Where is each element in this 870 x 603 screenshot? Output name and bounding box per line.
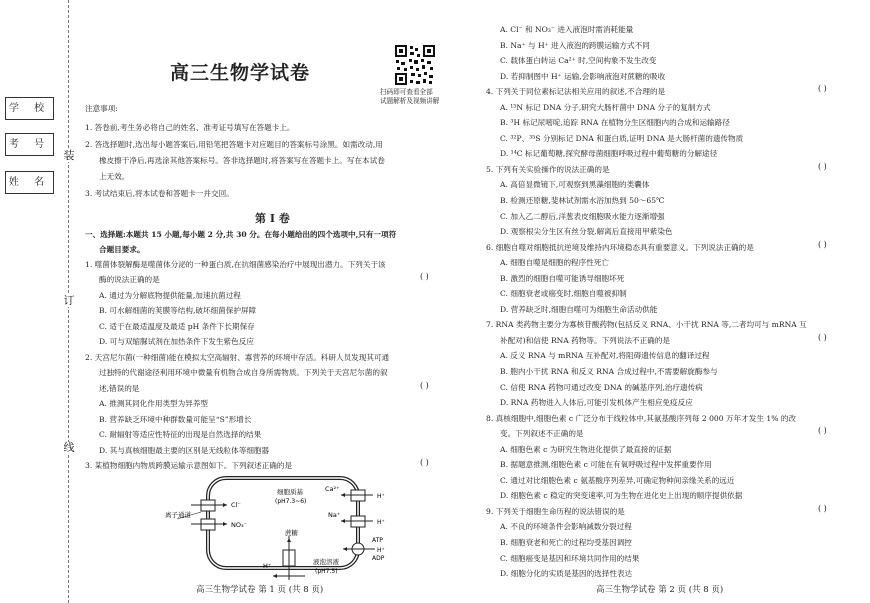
page-footer-right: 高三生物学试卷 第 2 页 (共 8 页) bbox=[596, 585, 724, 595]
option-text: C. 适于在最适温度及最适 pH 条件下长期保存 bbox=[99, 322, 255, 331]
option-text: B. 据题意推测,细胞色素 c 可能在有氧呼吸过程中发挥重要作用 bbox=[500, 460, 712, 470]
option-text: D. RNA 药物进入人体后,可能引发机体产生相应免疫反应 bbox=[500, 398, 693, 407]
option-text: C. ³²P、³⁵S 分别标记 DNA 和蛋白质,证明 DNA 是大肠杆菌的遗传物质 bbox=[500, 133, 744, 143]
option-text: D. 细胞分化的实质是基因的选择性表达 bbox=[500, 569, 633, 578]
h-label: H⁺ bbox=[263, 562, 272, 570]
answer-paren: ( ) bbox=[818, 503, 827, 513]
question-text: 9. 下列关于细胞生命历程的说法错误的是 bbox=[486, 506, 625, 516]
ion-channel-label: 离子通道 bbox=[165, 511, 191, 519]
note-item: 1. 答卷前,考生务必将自己的姓名、准考证号填写在答题卡上。 bbox=[85, 123, 295, 132]
option-text: B. 细胞衰老和死亡的过程均受基因调控 bbox=[500, 537, 632, 547]
option-text: D. 营养缺乏时,细胞自噬可为细胞生命活动供能 bbox=[500, 304, 658, 314]
option-text: A. 细胞自噬是细胞的程序性死亡 bbox=[500, 258, 610, 268]
binding-mark: 线 bbox=[63, 441, 75, 454]
answer-paren: ( ) bbox=[420, 272, 429, 281]
option-text: C. 载体蛋白转运 Ca²⁺ 时,空间构象不发生改变 bbox=[500, 56, 657, 66]
exam-number-field: 考 号 bbox=[5, 133, 54, 156]
option-text: D. ¹⁴C 标记葡萄糖,探究酵母菌细胞呼吸过程中葡萄糖的分解途径 bbox=[500, 149, 718, 159]
qr-code[interactable] bbox=[394, 44, 436, 86]
option-text: B. 可水解细菌的荚膜等结构,破坏细菌保护屏障 bbox=[99, 306, 257, 315]
vacuole-ph: (pH7.5) bbox=[315, 568, 338, 575]
h-right-label: H⁺ bbox=[377, 519, 385, 526]
qr-caption: 扫码即可查看全部 bbox=[380, 88, 433, 96]
question-text: 补配对)和信使 RNA 药物等。下列说法不正确的是 bbox=[500, 335, 670, 345]
section-instruction: 合题目要求。 bbox=[99, 245, 145, 254]
adp-label: ADP bbox=[372, 555, 385, 562]
section-instruction: 一、选择题:本题共 15 小题,每小题 2 分,共 30 分。在每小题给出的四个选项中,只有一项符 bbox=[85, 230, 397, 239]
option-text: C. 加入乙二醇后,洋葱表皮细胞吸水能力逐渐增强 bbox=[500, 211, 665, 221]
cl-label: Cl⁻ bbox=[231, 501, 241, 509]
option-text: A. 不良的环境条件会影响减数分裂过程 bbox=[500, 522, 632, 532]
name-field: 姓 名 bbox=[5, 171, 54, 194]
question-text: 2. 天宫尼尔菌(一种细菌)能在模拟太空高辐射、寡营养的环境中存活。科研人员发现其可通 bbox=[85, 353, 390, 362]
option-text: B. ³H 标记尿嘧啶,追踪 RNA 在植物分生区细胞内的合成和运输路径 bbox=[500, 118, 730, 128]
no3-label: NO₃⁻ bbox=[231, 521, 248, 529]
question-text: 述,错误的是 bbox=[99, 384, 140, 393]
question-text: 6. 细胞自噬对细胞抵抗逆境及维持内环境稳态具有重要意义。下列说法正确的是 bbox=[486, 242, 754, 252]
option-text: B. 激烈的细胞自噬可能诱导细胞坏死 bbox=[500, 273, 625, 283]
answer-paren: ( ) bbox=[420, 381, 429, 390]
cytoplasm-label: 细胞质基 bbox=[277, 488, 303, 496]
question-text: 过独特的代谢途径利用环境中微量有机物合成自身所需物质。下列关于天宫尼尔菌的叙 bbox=[99, 368, 388, 377]
note-item: 橡皮擦干净后,再选涂其他答案标号。答非选择题时,将答案写在答题卡上。写在本试卷 bbox=[99, 156, 385, 165]
option-text: A. 推测其同化作用类型为异养型 bbox=[99, 399, 209, 408]
option-text: C. 信使 RNA 药物可通过改变 DNA 的碱基序列,治疗遗传病 bbox=[500, 382, 703, 392]
option-text: C. 细胞衰老或癌变时,细胞自噬被抑制 bbox=[500, 289, 627, 299]
option-text: D. 细胞色素 c 稳定的突变速率,可为生物在进化史上出现的顺序提供依据 bbox=[500, 491, 743, 501]
option-text: C. 耐辐射等适应性特征的出现是自然选择的结果 bbox=[99, 430, 262, 439]
h-right-label: H⁺ bbox=[377, 547, 385, 554]
option-text: B. 胞内小干扰 RNA 和反义 RNA 合成过程中,不需要解旋酶参与 bbox=[500, 366, 718, 376]
option-text: B. Na⁺ 与 H⁺ 进入液泡的跨膜运输方式不同 bbox=[500, 40, 650, 50]
option-text: B. 营养缺乏环境中种群数量可能呈“S”形增长 bbox=[99, 415, 252, 424]
notes-heading: 注意事项: bbox=[85, 104, 118, 113]
page-footer-left: 高三生物学试卷 第 1 页 (共 8 页) bbox=[196, 585, 324, 595]
question-text: 4. 下列关于同位素标记法相关应用的叙述,不合理的是 bbox=[486, 87, 666, 97]
option-text: C. 通过对比细胞色素 c 氨基酸序列差异,可确定物种间亲缘关系的远近 bbox=[500, 475, 735, 485]
page-title: 高三生物学试卷 bbox=[170, 62, 311, 84]
qr-caption: 试题解析及视频讲解 bbox=[380, 97, 440, 105]
option-text: A. 反义 RNA 与 mRNA 互补配对,将阻碍遗传信息的翻译过程 bbox=[500, 351, 710, 361]
option-text: A. ¹⁵N 标记 DNA 分子,研究大肠杆菌中 DNA 分子的复制方式 bbox=[500, 102, 711, 112]
option-text: D. 可与双缩脲试剂在加热条件下发生紫色反应 bbox=[99, 337, 254, 346]
cytoplasm-ph: (pH7.3~6) bbox=[275, 498, 307, 505]
atp-label: ATP bbox=[372, 537, 383, 544]
option-text: D. 观察根尖分生区有丝分裂,解离后直接用甲紫染色 bbox=[500, 227, 673, 237]
ca-label: Ca²⁺ bbox=[325, 485, 340, 493]
question-text: 变。下列叙述不正确的是 bbox=[500, 429, 584, 439]
na-label: Na⁺ bbox=[328, 511, 341, 519]
binding-mark: 装 bbox=[63, 149, 75, 162]
option-text: A. Cl⁻ 和 NO₃⁻ 进入液泡时需消耗能量 bbox=[500, 25, 634, 34]
question-text: 1. 噬菌体裂解酶是噬菌体分泌的一种蛋白质,在抗细菌感染治疗中展现出潜力。下列关于该 bbox=[85, 260, 386, 269]
option-text: D. 其与真核细胞最主要的区别是无线粒体等细胞器 bbox=[99, 446, 270, 455]
h-right-label: H⁺ bbox=[377, 493, 385, 500]
note-item: 上无效。 bbox=[99, 172, 130, 181]
section-title: 第 Ⅰ 卷 bbox=[255, 212, 290, 225]
note-item: 3. 考试结束后,将本试卷和答题卡一并交回。 bbox=[85, 189, 234, 198]
option-text: A. 细胞色素 c 为研究生物进化提供了最直接的证据 bbox=[500, 444, 672, 454]
option-text: C. 细胞癌变是基因和环境共同作用的结果 bbox=[500, 553, 640, 563]
answer-paren: ( ) bbox=[818, 426, 827, 436]
note-item: 2. 答选择题时,选出每小题答案后,用铅笔把答题卡对应题目的答案标号涂黑。如需改动,用 bbox=[85, 140, 383, 149]
answer-paren: ( ) bbox=[818, 84, 827, 94]
question-text: 7. RNA 类药物主要分为寡核苷酸药物(包括反义 RNA、小干扰 RNA 等,二者均可与 mRNA 互 bbox=[486, 320, 807, 330]
school-field: 学 校 bbox=[5, 97, 54, 120]
sucrose-label: 蔗糖 bbox=[285, 529, 298, 537]
binding-mark: 订 bbox=[63, 294, 75, 307]
question-text: 酶的说法正确的是 bbox=[99, 275, 160, 284]
membrane-transport-diagram bbox=[165, 472, 405, 580]
vacuole-label: 液泡溶液 bbox=[313, 558, 339, 566]
answer-paren: ( ) bbox=[818, 239, 827, 249]
answer-paren: ( ) bbox=[420, 458, 429, 467]
answer-paren: ( ) bbox=[818, 332, 827, 342]
option-text: D. 若抑制图中 H⁺ 运输,会影响液泡对蔗糖的吸收 bbox=[500, 71, 666, 81]
answer-paren: ( ) bbox=[818, 161, 827, 171]
option-text: A. 高倍显微镜下,可观察到黑藻细胞的类囊体 bbox=[500, 180, 650, 190]
option-text: A. 通过为分解底物提供能量,加速抗菌过程 bbox=[99, 291, 241, 300]
question-text: 5. 下列有关实验操作的说法正确的是 bbox=[486, 164, 610, 174]
option-text: B. 检测还原糖,斐林试剂需水浴加热到 50～65℃ bbox=[500, 196, 665, 205]
question-text: 3. 某植物细胞内物质跨膜运输示意图如下。下列叙述正确的是 bbox=[85, 461, 293, 470]
question-text: 8. 真核细胞中,细胞色素 c 广泛分布于线粒体中,其氨基酸序列每 2 000 万年才发生 1% 的改 bbox=[486, 413, 797, 423]
